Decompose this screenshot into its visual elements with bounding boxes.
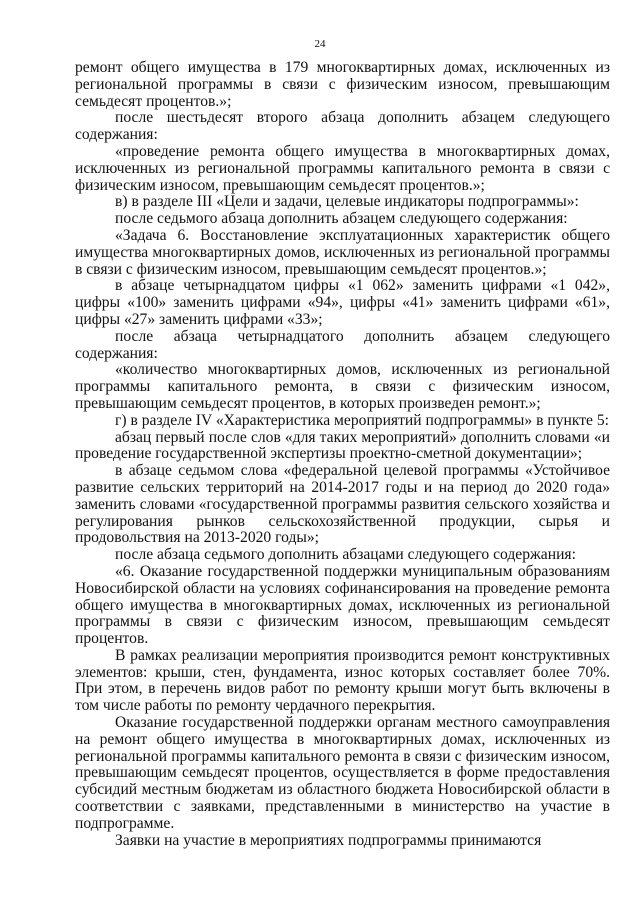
paragraph-10: г) в разделе IV «Характеристика мероприятий подпрограммы» в пункте 5: [115,411,609,429]
paragraph-12: в абзаце седьмом слова «федеральной целевой программы «Устойчивое развитие сельских территорий на 2014-2017 годы и на период до 2020 года» заменить словами «государственной программы развития сельского хозяйства и регулирования рынков сельскохозяйственной продукции, сырья и продовольствия на 2013-2020 годы»; [75,462,610,547]
paragraph-3: «проведение ремонта общего имущества в многоквартирных домах, исключенных из региональной программы капитального ремонта в связи с физическим износом, превышающим семьдесят процентов.»; [75,142,610,194]
paragraph-17: Заявки на участие в мероприятиях подпрограммы принимаются [115,831,542,849]
paragraph-9: «количество многоквартирных домов, исключенных из региональной программы капитального ремонта, в связи с физическим износом, превышающим семьдесят процентов, в которых произведен ремонт.»; [75,361,610,412]
paragraph-6: «Задача 6. Восстановление эксплуатационных характеристик общего имущества многоквартирных домов, исключенных из региональной программы в связи с физическим износом, превышающим семьдесят процентов.»; [75,226,610,278]
paragraph-14: «6. Оказание государственной поддержки муниципальным образованиям Новосибирской области на условиях софинансирования на проведение ремонта общего имущества в многоквартирных домах, исключенных из региональной программы в связи с физическим износом, превышающим семьдесят процентов. [75,562,610,648]
page-number: 24 [314,38,326,50]
paragraph-2: после шестьдесят второго абзаца дополнить абзацем следующего содержания: [75,109,610,144]
paragraph-4: в) в разделе III «Цели и задачи, целевые индикаторы подпрограммы»: [115,193,579,211]
paragraph-8: после абзаца четырнадцатого дополнить абзацем следующего содержания: [75,327,610,362]
paragraph-1: ремонт общего имущества в 179 многоквартирных домах, исключенных из региональной программы в связи с физическим износом, превышающим семьдесят процентов.»; [75,59,610,110]
paragraph-15: В рамках реализации мероприятия производится ремонт конструктивных элементов: крыши, стен, фундамента, износ которых составляет более 70%. При этом, в перечень видов работ по ремонту крыши могут быть включены в том числе работы по ремонту чердачного перекрытия. [75,646,610,715]
paragraph-11: абзац первый после слов «для таких мероприятий» дополнить словами «и проведение государственной экспертизы проектно-сметной документации»; [75,428,610,463]
paragraph-5: после седьмого абзаца дополнить абзацем следующего содержания: [115,210,568,228]
document-body [75,60,610,849]
paragraph-13: после абзаца седьмого дополнить абзацами следующего содержания: [115,546,576,564]
paragraph-16: Оказание государственной поддержки органам местного самоуправления на ремонт общего имущества в многоквартирных домах, исключенных из региональной программы капитального ремонта в связи с физическим износом, превышающим семьдесят процентов, осуществляется в форме предоставления субсидий местным бюджетам из областного бюджета Новосибирской области в соответствии с заявками, представленными в министерство на участие в подпрограмме. [75,714,610,832]
paragraph-7: в абзаце четырнадцатом цифры «1 062» заменить цифрами «1 042», цифры «100» заменить цифрами «94», цифры «41» заменить цифрами «61», цифры «27» заменить цифрами «33»; [75,277,610,328]
